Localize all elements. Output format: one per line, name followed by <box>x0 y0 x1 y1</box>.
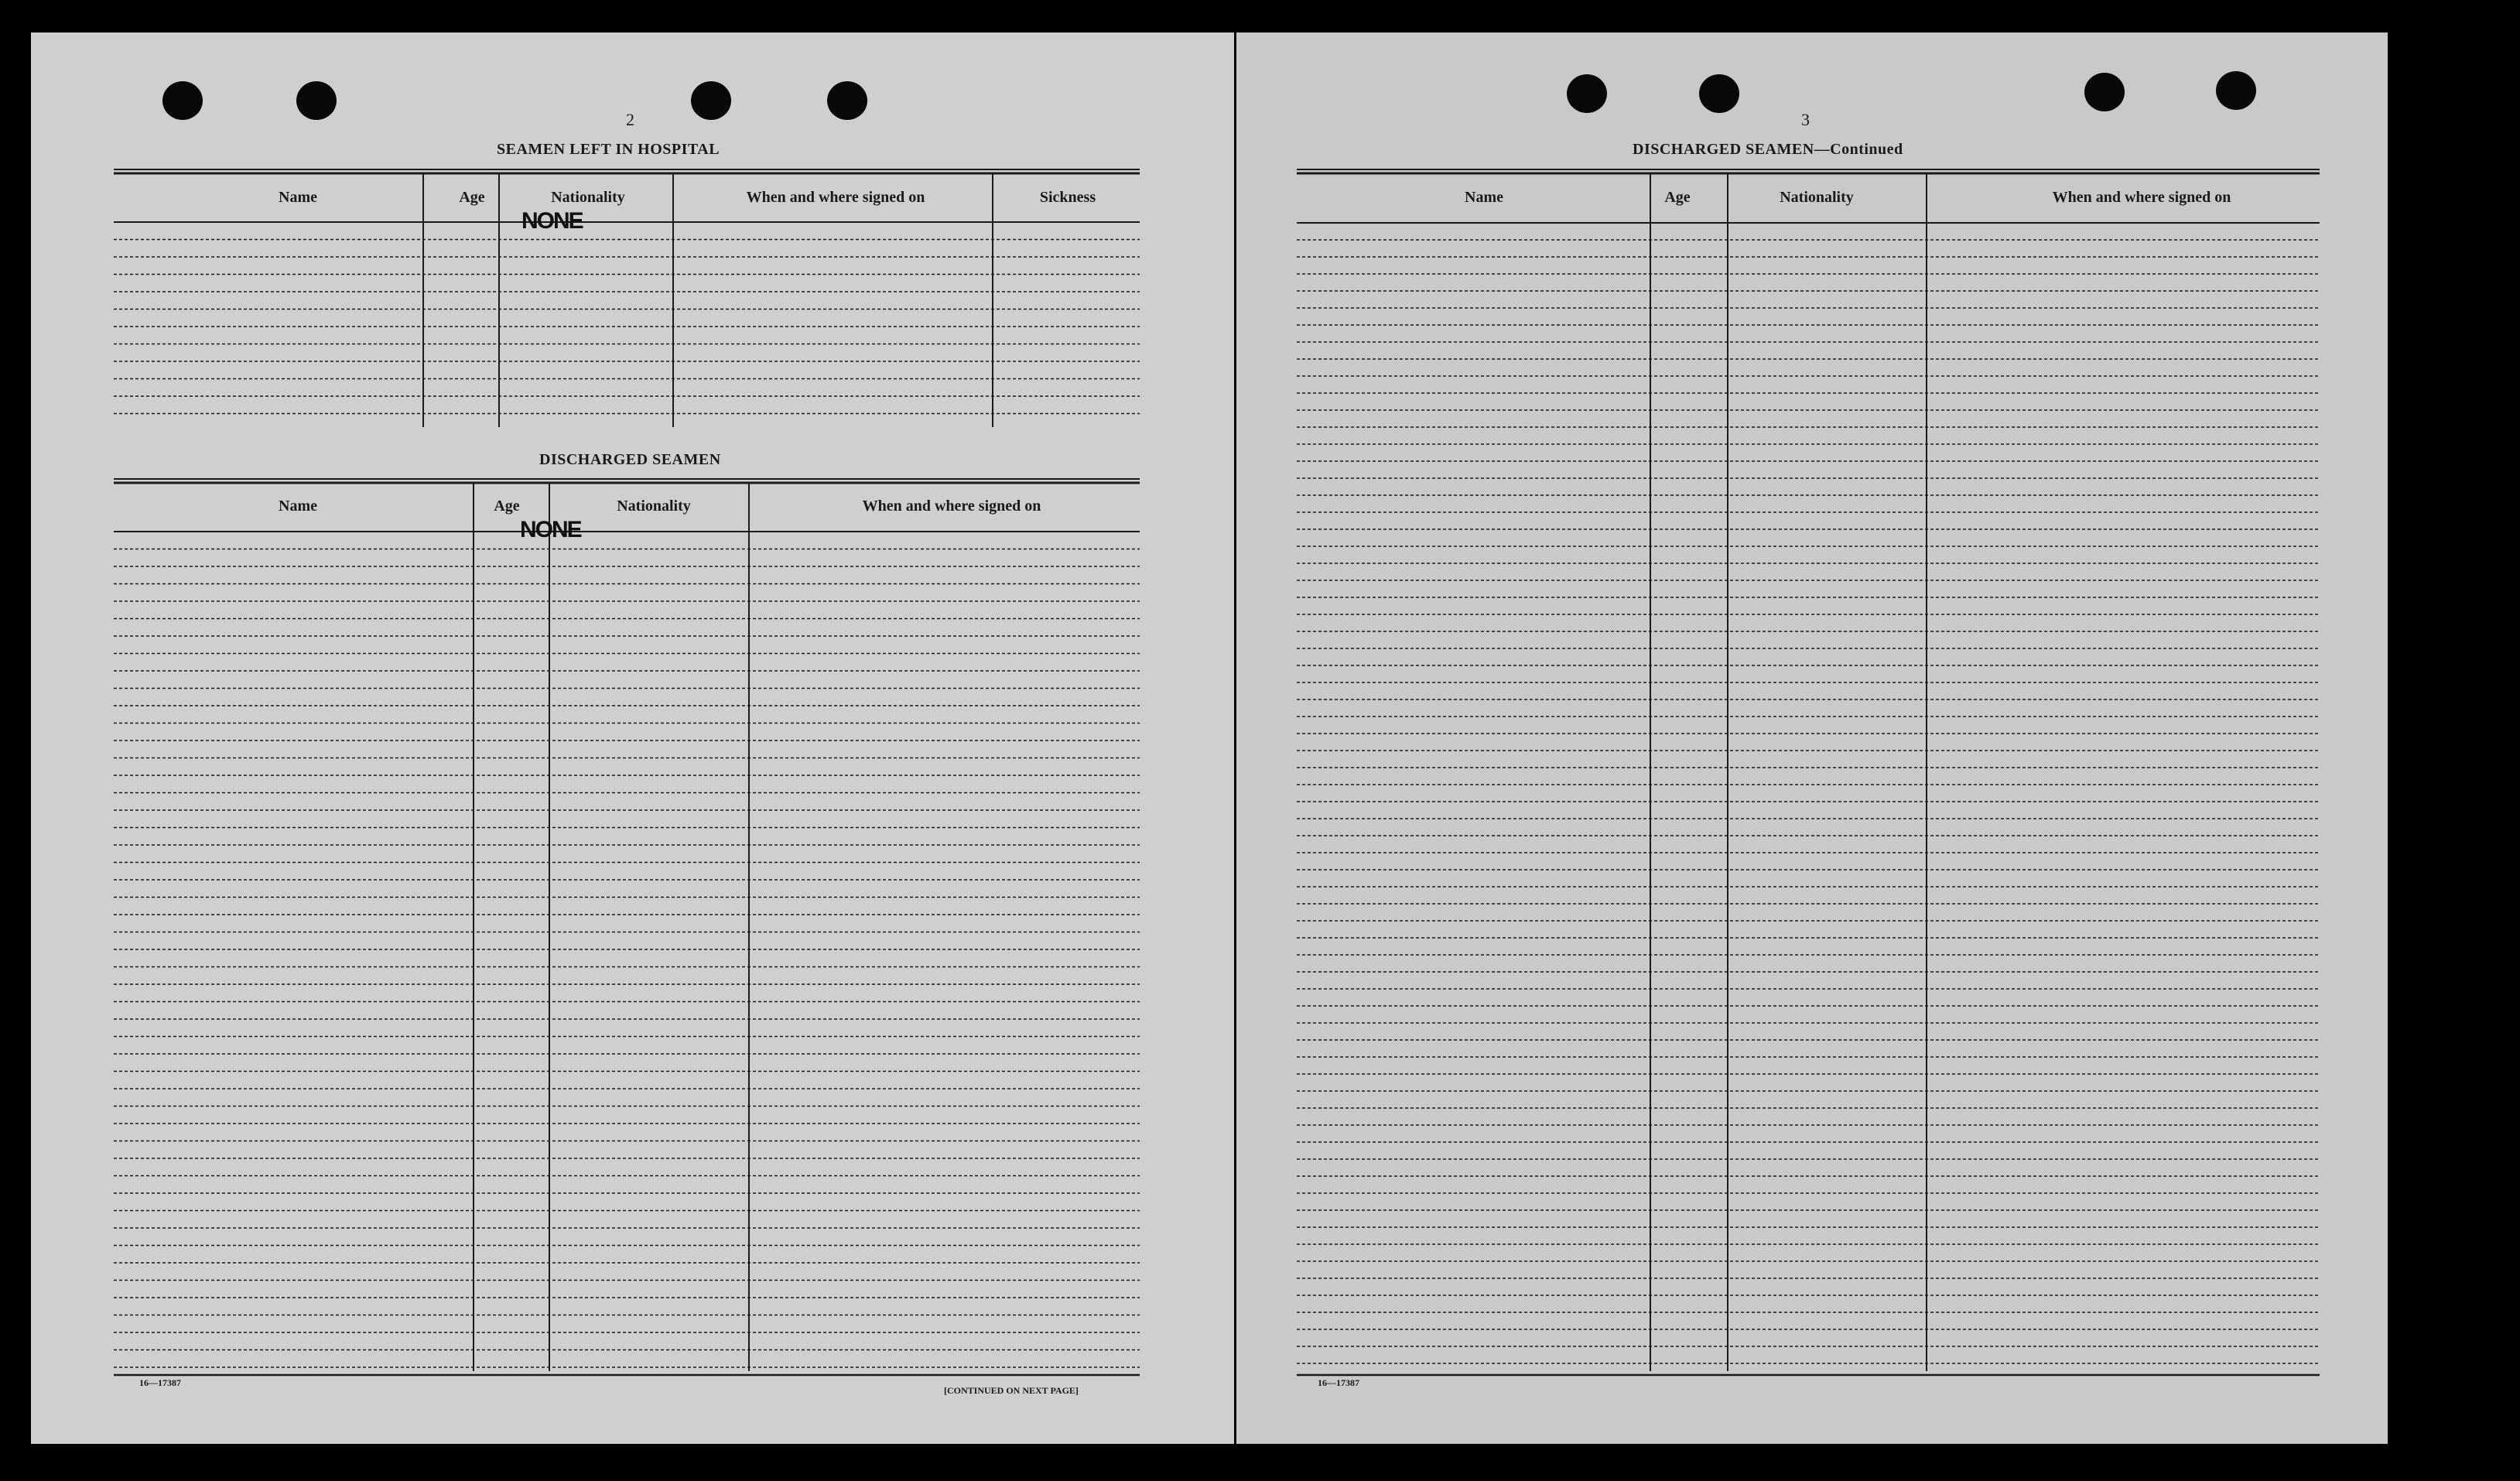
hospital-col-name: Name <box>279 189 317 206</box>
discharged-continued-title: DISCHARGED SEAMEN—Continued <box>1633 141 1903 158</box>
left-page <box>31 32 1234 1444</box>
page-number: 3 <box>1801 110 1810 129</box>
continued-col-nationality: Nationality <box>1780 189 1854 206</box>
hospital-col-nationality: Nationality <box>551 189 625 206</box>
continued-col-signed-on: When and where signed on <box>2052 189 2231 206</box>
discharged-col-name: Name <box>279 498 317 515</box>
hospital-col-sickness: Sickness <box>1039 189 1096 206</box>
form-number: 16—17387 <box>1318 1377 1359 1388</box>
hospital-none-stamp: NONE <box>521 208 583 234</box>
continued-note: [CONTINUED ON NEXT PAGE] <box>944 1385 1079 1396</box>
hospital-section-title: SEAMEN LEFT IN HOSPITAL <box>497 141 720 158</box>
discharged-none-stamp: NONE <box>520 517 581 542</box>
continued-col-age: Age <box>1664 189 1691 206</box>
discharged-col-nationality: Nationality <box>617 498 691 515</box>
hospital-col-signed-on: When and where signed on <box>746 189 925 206</box>
form-number: 16—17387 <box>139 1377 181 1388</box>
discharged-col-age: Age <box>494 498 520 515</box>
page-number: 2 <box>626 110 634 129</box>
discharged-section-title: DISCHARGED SEAMEN <box>539 451 721 468</box>
left-table-rules <box>31 32 1234 1444</box>
continued-col-name: Name <box>1465 189 1503 206</box>
right-table-rules <box>1236 32 2388 1444</box>
hospital-col-age: Age <box>459 189 485 206</box>
discharged-col-signed-on: When and where signed on <box>862 498 1041 515</box>
right-page <box>1236 32 2388 1444</box>
